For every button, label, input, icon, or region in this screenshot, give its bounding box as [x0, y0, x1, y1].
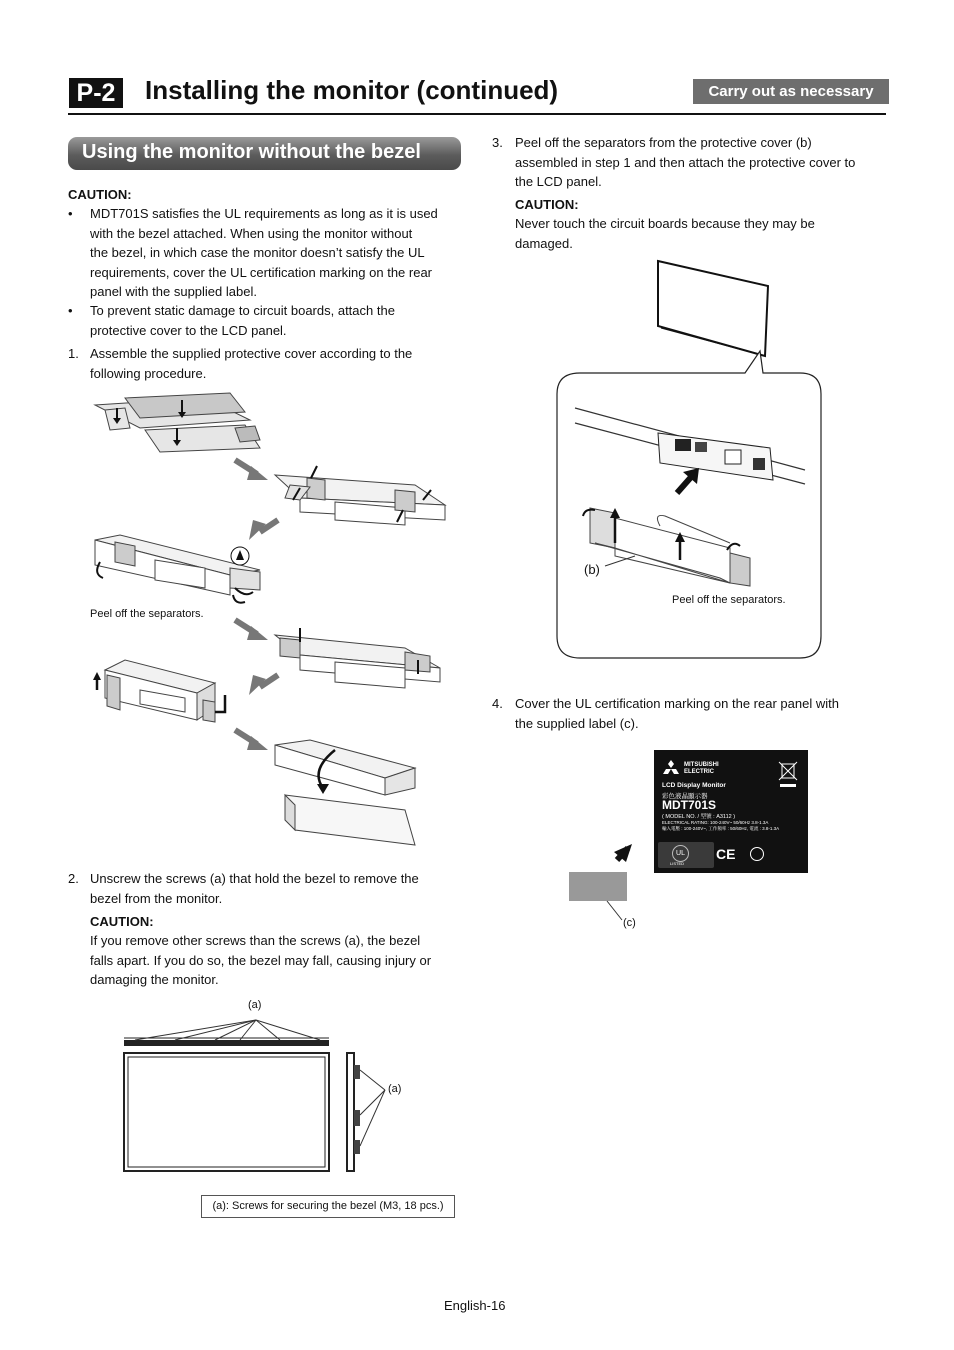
text-line: Unscrew the screws (a) that hold the bezel to remove the [90, 871, 419, 886]
cover-folded-box [275, 466, 445, 525]
step3-caution-heading: CAUTION: [515, 197, 579, 212]
lcd-panel-back [658, 261, 768, 356]
step3-caution-text [515, 214, 890, 253]
section-badge: P-2 [69, 78, 123, 108]
page-title: Installing the monitor (continued) [145, 75, 559, 105]
step-arrow-icon [235, 620, 268, 640]
brand-line: MITSUBISHI [684, 762, 719, 768]
bullet-marker: • [68, 206, 73, 221]
cover-peel-stage [95, 535, 260, 603]
step2-caution-text [90, 931, 465, 990]
rating-line: 輸入電壓 : 100-240V~, 工作頻率 : 50/60Hz, 電流 : 3.8-1.3A [662, 826, 780, 831]
weee-bin-icon [778, 760, 798, 788]
text-line: Never touch the circuit boards because they may be [515, 216, 815, 231]
step-arrow-icon [249, 675, 278, 695]
ul-logo-icon: UL [672, 845, 689, 862]
model-number: ( MODEL NO. / 型號 : A3112 ) [662, 814, 736, 820]
ul-listed-text: LISTED [670, 861, 685, 866]
step4-text [515, 694, 890, 733]
step2-caution-heading: CAUTION: [90, 914, 154, 929]
bullet-ul-requirements [90, 204, 465, 302]
screw-pointer-lines [135, 1020, 320, 1040]
screw-caption: (a): Screws for securing the bezel (M3, 18 pcs.) [201, 1195, 455, 1218]
text-line: protective cover to the LCD panel. [90, 322, 287, 338]
step2-text [90, 869, 465, 908]
product-name-cn: 彩色液晶顯示器 [662, 793, 708, 800]
ce-mark-icon: CE [716, 846, 736, 862]
text-line: the supplied label (c). [515, 715, 639, 731]
header-rule [68, 113, 886, 115]
label-pointer [562, 842, 632, 937]
section-title: Using the monitor without the bezel [82, 141, 421, 163]
page-number: English-16 [444, 1298, 506, 1313]
bullet-marker: • [68, 303, 73, 318]
callout-bubble [557, 351, 821, 658]
step-number: 3. [492, 135, 503, 150]
cover-label-b: (b) [584, 562, 600, 577]
step-number: 2. [68, 871, 79, 886]
text-line: bezel from the monitor. [90, 890, 223, 906]
step-arrow-icon [235, 460, 268, 480]
caution-heading: CAUTION: [68, 187, 132, 202]
text-line: with the bezel attached. When using the monitor without [90, 225, 413, 241]
product-name: LCD Display Monitor [662, 782, 726, 789]
text-line: damaged. [515, 235, 573, 251]
text-line: If you remove other screws than the screws (a), the bezel [90, 933, 421, 948]
text-line: the LCD panel. [515, 174, 602, 189]
text-line: panel with the supplied label. [90, 284, 257, 299]
ul-mark-area [658, 842, 714, 868]
protective-cover-assembly-diagram [85, 390, 455, 855]
step-number: 4. [492, 696, 503, 711]
cover-final-stage [275, 740, 415, 845]
screw-label-top: (a) [248, 999, 262, 1011]
cover-box-stage [93, 660, 225, 722]
text-line: Assemble the supplied protective cover according to the [90, 346, 413, 361]
peel-separators-label: Peel off the separators. [90, 608, 204, 620]
screw-label-side: (a) [388, 1083, 402, 1095]
brand-line: ELECTRIC [684, 768, 714, 775]
text-line: following procedure. [90, 365, 207, 381]
carry-out-tag: Carry out as necessary [693, 79, 889, 104]
bullet-static-damage [90, 301, 465, 340]
text-line: falls apart. If you do so, the bezel may fall, causing injury or [90, 952, 432, 968]
mitsubishi-logo-icon [663, 760, 679, 774]
text-line: Peel off the separators from the protective cover (b) [515, 135, 812, 150]
text-line: MDT701S satisfies the UL requirements as long as it is used [90, 206, 438, 221]
monitor-top-view [124, 1038, 329, 1046]
step-arrow-icon [249, 520, 278, 540]
peel-separators-label-right: Peel off the separators. [672, 594, 786, 606]
monitor-front-view [124, 1053, 329, 1171]
text-line: To prevent static damage to circuit boards, attach the [90, 303, 395, 318]
cover-folded-stage [275, 628, 440, 688]
ul-rating-label [654, 750, 808, 873]
monitor-side-view [347, 1053, 385, 1171]
step3-text [515, 133, 890, 192]
text-line: the bezel, in which case the monitor doesn’t satisfy the UL [90, 245, 425, 260]
text-line: assembled in step 1 and then attach the protective cover to [515, 154, 856, 170]
text-line: requirements, cover the UL certification marking on the rear [90, 264, 433, 280]
text-line: Cover the UL certification marking on the rear panel with [515, 696, 839, 711]
text-line: damaging the monitor. [90, 972, 219, 987]
rating-line: ELECTRICAL RATING: 100-240V~ 50/60Hz 3.8-1.3A [662, 820, 769, 825]
cover-flat-sheet [95, 393, 260, 452]
label-c: (c) [623, 917, 636, 929]
pse-mark-icon [750, 847, 764, 861]
step-arrow-icon [235, 730, 268, 750]
step-number: 1. [68, 346, 79, 361]
model-name: MDT701S [662, 798, 717, 812]
bezel-screw-diagram [120, 1010, 420, 1180]
step1-text [90, 344, 465, 383]
